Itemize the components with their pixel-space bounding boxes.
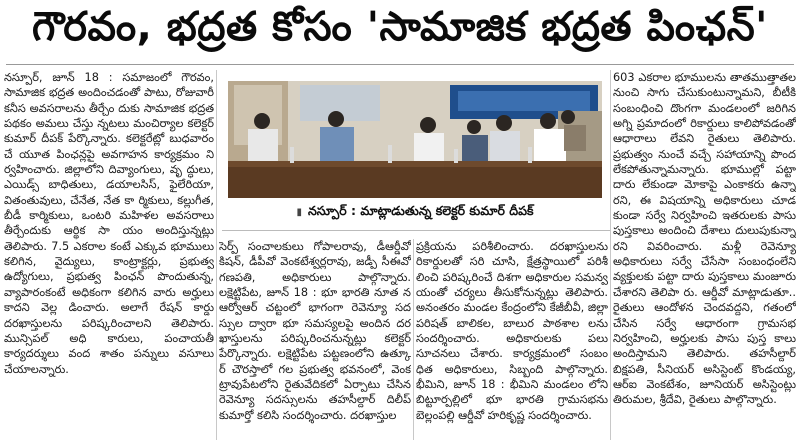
column-3-text: ప్రక్రియను పరిశీలించారు. దరఖాస్తులను రికార్డులతో సరి చూసి, క్షేత్రస్థాయిలో పరిశీ లించి పరిష్కరించే దిశగా అధికారుల సమన్వ యంతో చర్యలు తీసుకోనున్నట్లు తెలిపారు. అనంతరం మండల కేంద్రంలోని కేజీబీవీ, జిల్లా పరిషత్ బాలికల, బాలుర పాఠశాల లను సందర్శించారు. అధికారులకు పలు సూచనలు చేశారు. కార్యక్రమంలో సంబం ధిత అధికారులు, సిబ్బంది పాల్గొన్నారు. భీమిని, జూన్ 18 : భీమిని మండలం లోని బిట్టూర్పల్లిలో భూ భారతి గ్రామసభను బెల్లంపల్లి ఆర్డీవో హరికృష్ణ సందర్శించారు. (416, 240, 608, 422)
column-divider (610, 70, 611, 440)
article-column-2 (219, 239, 411, 442)
column-divider (413, 239, 414, 440)
photo-divider (222, 230, 610, 231)
column-1-text: నస్పూర్, జూన్ 18 : సమాజంలో గౌరవం, సామాజిక భద్రత అందించడంతో పాటు, రోజువారీ కనీస అవసరాలను తీర్చేం దుకు సామాజిక భద్రత పథకం అమలు చేస్తు న్నటలు మంచిర్యాల కలెక్టర్ కుమార్ దీపక్ పేర్కొన్నారు. కలెక్టరేట్లో బుధవారం చే యూత పింఛన్లపై అవగాహన కార్యక్రమం ని ర్వహించారు. జిల్లాలోని దివ్యాంగులు, వృ ద్ధులు, ఎయిడ్స్ బాధితులు, డయాలసిస్, ఫైలేరియా, వితంతువులు, చేనేత, నేత కా ర్మికులు, కల్లుగీత, బీడీ కార్మికులు, ఒంటరి మహిళల అవసరాలు తీర్చేందుకు ఆర్థిక సా యం అందిస్తున్నట్లు తెలిపారు. 7.5 ఎకరాల కంటే ఎక్కువ భూములు కలిగిన, వైద్యులు, కాంట్రాక్టర్లు, ప్రభుత్వ ఉద్యోగులు, ప్రభుత్వ పింఛన్ పొందుతున్న, వ్యాపారంకంటే అధికంగా కలిగిన వారు అర్హులు కాదని వెల్ల డించారు. అలాగే రేషన్ కార్డు దరఖాస్తులను పరిష్కరించాలని తెలిపారు. మున్సిపల్ అధి కారులు, పంచాయతీ కార్యదర్శులు వంద శాతం పన్నులు వసూలు చేయాలన్నారు. (4, 71, 214, 376)
headline-rule (6, 64, 794, 65)
photo-caption (228, 199, 602, 225)
article-photo (228, 81, 602, 198)
photo-caption-text: నస్పూర్ : మాట్లాడుతున్న కలెక్టర్ కుమార్ దీపక్ (308, 202, 534, 218)
column-2-text: సెర్ప్ సంచాలకులు గోపాలరావు, డీఆర్డీవో కిషన్, డీపీవో వెంకటేశ్వర్లరావు, జడ్పీ సీఈవో గణపతి, అధికారులు పాల్గొన్నారు. లక్షెట్టిపేట, జూన్ 18 : భూ భారతి నూత న ఆర్వోఆర్ చట్టంలో భాగంగా రెవెన్యూ సద స్సుల ద్వారా భూ సమస్యలపై అందిన దర ఖాస్తులను పరిష్కరించనున్నట్లు కలెక్టర్ పేర్కొన్నారు. లక్షెట్టిపేట పట్టణంలోని ఉత్కూ ర్ చౌరస్తాలో గల ప్రభుత్వ భవనంలో, వెంక ట్రావుపేటలోని రైతువేదికలో ఏర్పాటు చేసిన రెవెన్యూ సదస్సులను తహసీల్దార్ దిలీప్ కుమార్తో కలిసి సందర్శించారు. దరఖాస్తుల (219, 240, 411, 422)
article-column-4 (613, 70, 796, 442)
caption-marker-icon: ▮ (296, 206, 303, 218)
article-headline: గౌరవం, భద్రత కోసం 'సామాజిక భద్రత పింఛన్' (32, 4, 768, 50)
column-4-text: 603 ఎకరాల భూములను తాతముత్తాతల నుంచి సాగు చేసుకుంటున్నామని, బీటీకి సంబంధించి దొంగగా మండలంలో జరిగిన అగ్ని ప్రమాదంలో రికార్డులు కాలిపోవడంతో ఆధారాలు లేవని రైతులు తెలిపారు. ప్రభుత్వం నుంచే వచ్చే సహాయాన్ని పొంద లేకపోతున్నామన్నారు. భూముల్లో పట్టా దారు లేకుండా మోకాపై ఎంకాకరు ఉన్నా రని, ఈ విషయాన్ని అధికారులు చూడ కుండా సర్వే నిర్వహించి ఇతరులకు పాసు పుస్తకాలు అందించి దేశాలు దులుపుకున్నా రని వివరించారు. మళ్లీ రెవెన్యూ అధికారులు సర్వే చేసేసా సంబంధంలేని వ్యక్తులకు పట్టా దారు పుస్తకాలు మంజూరు చేశారని తెలిపా రు. ఆర్డీవో మాట్లాడుతూ.. రైతులు ఆందోళన చెందవద్దని, గతంలో చేసిన సర్వే ఆధారంగా గ్రామసభ నిర్వహించి, అర్హులకు పాసు పుస్త కాలు అందిస్తామని తెలిపారు. తహసీల్దార్ బిక్షపతి, సీనియర్ అసిస్టెంట్ కొండయ్య, ఆర్ఐ వెంకటేశం, జూనియర్ అసిస్టెంట్లు తిరుమల, శ్రీదేవి, రైతులు పాల్గొన్నారు. (613, 71, 796, 407)
article-column-3 (416, 239, 608, 442)
column-divider (216, 70, 217, 440)
article-column-1 (4, 70, 214, 442)
meeting-photo-illustration (228, 81, 602, 198)
